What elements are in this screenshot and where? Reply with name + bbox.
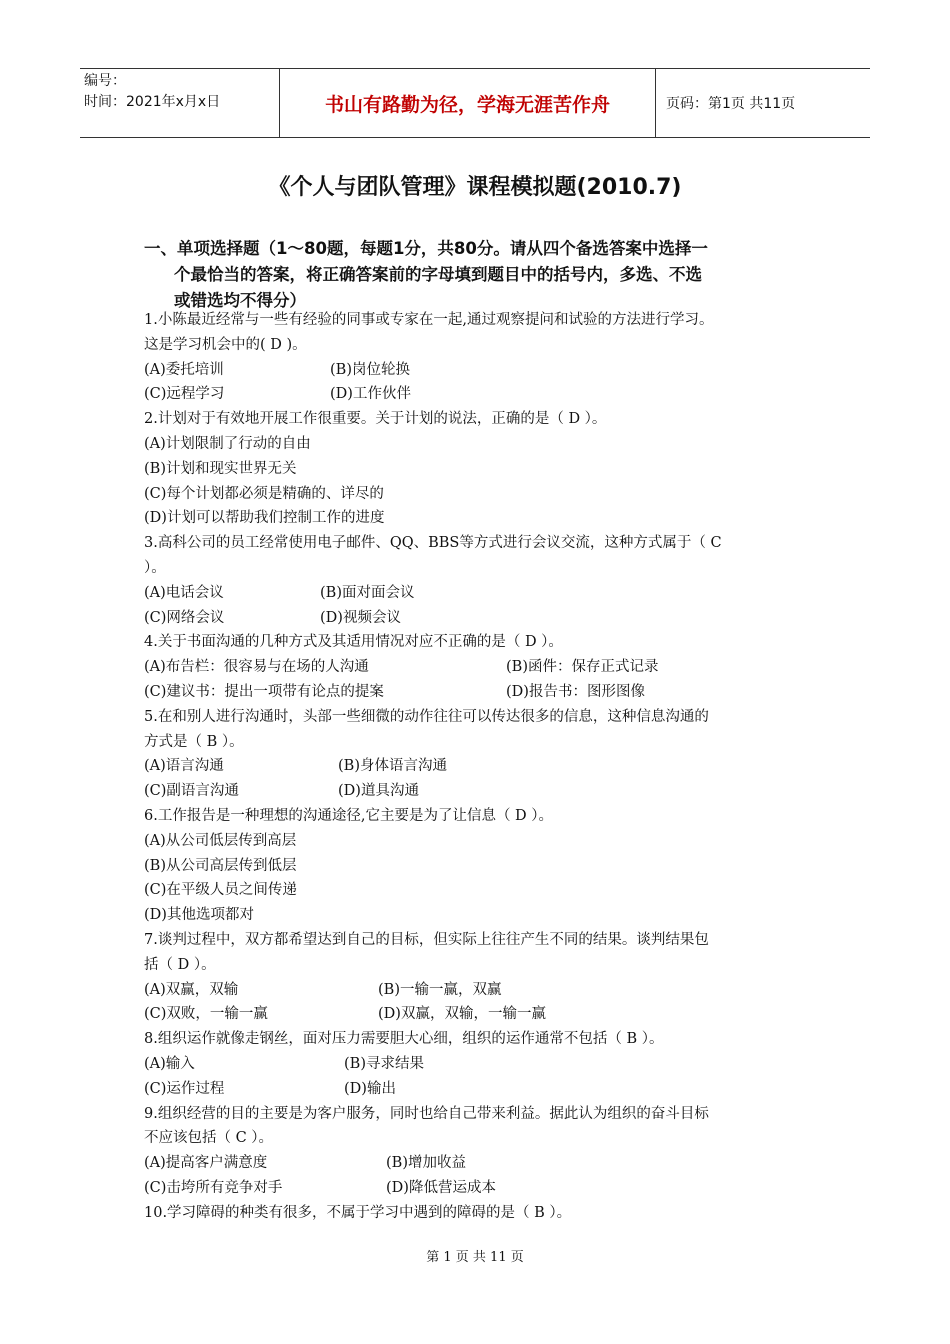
- option-d: (D)报告书：图形图像: [506, 683, 645, 700]
- option-d: (D)其他选项都对: [144, 907, 254, 924]
- question-9-stem: 9.组织经营的目的主要是为客户服务，同时也给自己带来利益。据此认为组织的奋斗目标: [144, 1105, 709, 1122]
- option-a: (A)计划限制了行动的自由: [144, 435, 311, 452]
- option-d: (D)计划可以帮助我们控制工作的进度: [144, 510, 385, 527]
- option-a: (A)语言沟通: [144, 758, 224, 775]
- question-7-options-ab: [144, 978, 816, 1003]
- option-c: (C)每个计划都必须是精确的、详尽的: [144, 485, 384, 502]
- option-c: (C)在平级人员之间传递: [144, 882, 297, 899]
- question-3-stem-cont: ）。: [144, 559, 166, 576]
- question-1-options-ab: [144, 358, 816, 383]
- option-c: (C)运作过程: [144, 1080, 225, 1097]
- question-1-options-cd: [144, 382, 816, 407]
- option-d: (D)视频会议: [320, 609, 401, 626]
- question-2-stem: 2.计划对于有效地开展工作很重要。关于计划的说法，正确的是（ D ）。: [144, 411, 607, 428]
- section-heading-line2: 个最恰当的答案，将正确答案前的字母填到题目中的括号内，多选、不选: [174, 265, 702, 284]
- option-b: (B)函件：保存正式记录: [506, 659, 659, 676]
- question-9-options-ab: [144, 1151, 816, 1176]
- option-d: (D)输出: [344, 1080, 396, 1097]
- option-d: (D)降低营运成本: [386, 1179, 496, 1196]
- option-a: (A)输入: [144, 1055, 195, 1072]
- question-4-options-ab: [144, 655, 816, 680]
- option-c: (C)副语言沟通: [144, 783, 239, 800]
- option-c: (C)击垮所有竞争对手: [144, 1179, 283, 1196]
- option-b: (B)面对面会议: [320, 584, 415, 601]
- header-page-info: 页码：第1页 共11页: [666, 96, 796, 112]
- option-b: (B)从公司高层传到低层: [144, 857, 297, 874]
- question-4-options-cd: [144, 680, 816, 705]
- question-5-options-ab: [144, 754, 816, 779]
- question-3-options-cd: [144, 606, 816, 631]
- question-10-stem: 10.学习障碍的种类有很多，不属于学习中遇到的障碍的是（ B ）。: [144, 1204, 572, 1221]
- option-c: (C)网络会议: [144, 609, 225, 626]
- question-8-stem: 8.组织运作就像走钢丝，面对压力需要胆大心细，组织的运作通常不包括（ B ）。: [144, 1031, 664, 1048]
- question-9-stem-cont: 不应该包括（ C ）。: [144, 1130, 274, 1147]
- option-a: (A)委托培训: [144, 361, 224, 378]
- option-b: (B)计划和现实世界无关: [144, 460, 297, 477]
- section-heading-line3: 或错选均不得分）: [174, 291, 306, 310]
- option-b: (B)一输一赢，双赢: [378, 981, 502, 998]
- option-d: (D)道具沟通: [338, 783, 419, 800]
- question-3-options-ab: [144, 581, 816, 606]
- option-a: (A)双赢，双输: [144, 981, 239, 998]
- questions-body: [144, 308, 816, 1225]
- question-1-stem: 1.小陈最近经常与一些有经验的同事或专家在一起,通过观察提问和试验的方法进行学习。: [144, 312, 714, 328]
- option-b: (B)寻求结果: [344, 1055, 424, 1072]
- option-a: (A)电话会议: [144, 584, 224, 601]
- option-b: (B)身体语言沟通: [338, 758, 447, 775]
- question-3-stem: 3.高科公司的员工经常使用电子邮件、QQ、BBS等方式进行会议交流，这种方式属于（ C: [144, 535, 722, 552]
- page-header: [80, 68, 870, 138]
- option-b: (B)岗位轮换: [330, 361, 410, 378]
- time-label: 时间：2021年x月x日: [84, 94, 221, 110]
- question-5-stem-cont: 方式是（ B ）。: [144, 733, 244, 750]
- option-d: (D)双赢，双输，一输一赢: [378, 1006, 546, 1023]
- section-heading-line1: 一、单项选择题（1～80题，每题1分，共80分。请从四个备选答案中选择一: [144, 239, 708, 258]
- option-a: (A)布告栏：很容易与在场的人沟通: [144, 659, 369, 676]
- page-footer: 第 1 页 共 11 页: [426, 1250, 524, 1265]
- header-motto: 书山有路勤为径，学海无涯苦作舟: [280, 69, 656, 137]
- question-1-stem-cont: 这是学习机会中的( D )。: [144, 336, 307, 353]
- option-c: (C)建议书：提出一项带有论点的提案: [144, 683, 384, 700]
- question-7-options-cd: [144, 1002, 816, 1027]
- header-meta: [80, 69, 280, 137]
- option-b: (B)增加收益: [386, 1155, 466, 1172]
- question-8-options-ab: [144, 1052, 816, 1077]
- option-a: (A)提高客户满意度: [144, 1155, 268, 1172]
- question-6-stem: 6.工作报告是一种理想的沟通途径,它主要是为了让信息（ D ）。: [144, 807, 554, 824]
- question-5-options-cd: [144, 779, 816, 804]
- option-a: (A)从公司低层传到高层: [144, 832, 297, 849]
- option-c: (C)远程学习: [144, 386, 225, 403]
- question-9-options-cd: [144, 1176, 816, 1201]
- question-8-options-cd: [144, 1077, 816, 1102]
- question-5-stem: 5.在和别人进行沟通时，头部一些细微的动作往往可以传达很多的信息，这种信息沟通的: [144, 708, 709, 725]
- question-7-stem: 7.谈判过程中，双方都希望达到自己的目标，但实际上往往产生不同的结果。谈判结果包: [144, 931, 709, 948]
- option-c: (C)双败，一输一赢: [144, 1006, 268, 1023]
- number-label: 编号：: [84, 73, 126, 89]
- question-7-stem-cont: 括（ D ）。: [144, 956, 216, 973]
- option-d: (D)工作伙伴: [330, 386, 411, 403]
- section-heading: [144, 236, 814, 314]
- document-title: 《个人与团队管理》课程模拟题(2010.7): [268, 175, 682, 200]
- question-4-stem: 4.关于书面沟通的几种方式及其适用情况对应不正确的是（ D ）。: [144, 634, 563, 651]
